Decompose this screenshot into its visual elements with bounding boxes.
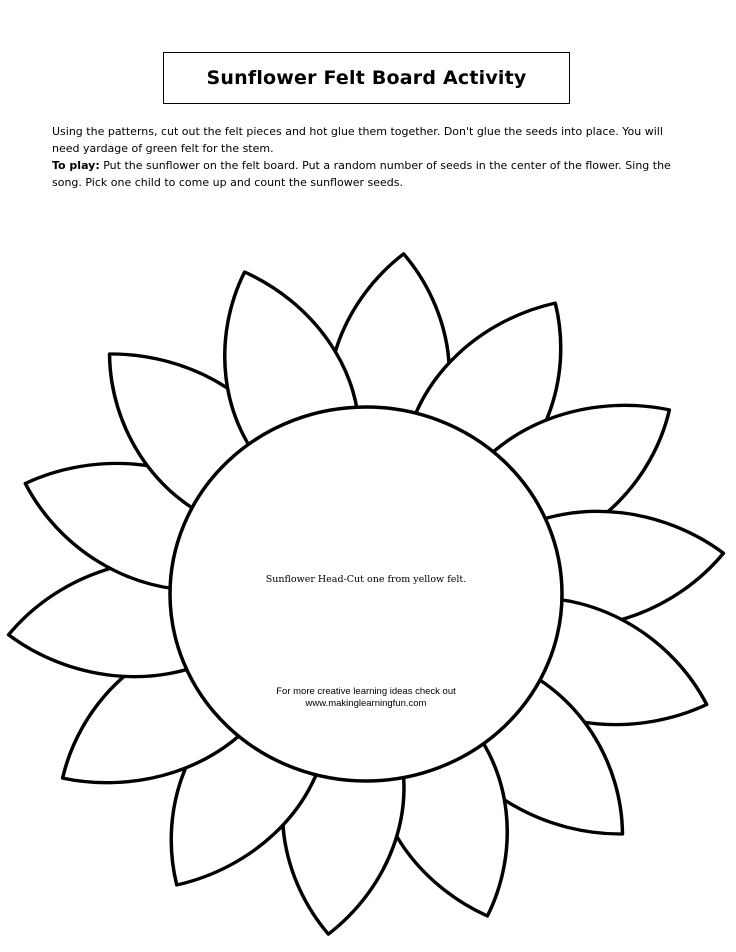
credit-line-1: For more creative learning ideas check out	[276, 686, 456, 697]
credit-url: www.makinglearningfun.com	[305, 698, 427, 709]
page-title: Sunflower Felt Board Activity	[206, 67, 527, 89]
instructions-intro: Using the patterns, cut out the felt pieces and hot glue them together. Don't glue the seeds into place. You will need yardage of green felt for the stem.	[52, 125, 663, 155]
play-label: To play:	[52, 159, 100, 172]
sunflower-head-label: Sunflower Head-Cut one from yellow felt.	[265, 574, 467, 585]
play-text: Put the sunflower on the felt board. Put a random number of seeds in the center of the flower. Sing the song. Pick one child to come up and count the sunflower seeds.	[52, 159, 671, 189]
sunflower-head	[170, 407, 562, 781]
credit-text	[200, 686, 532, 710]
